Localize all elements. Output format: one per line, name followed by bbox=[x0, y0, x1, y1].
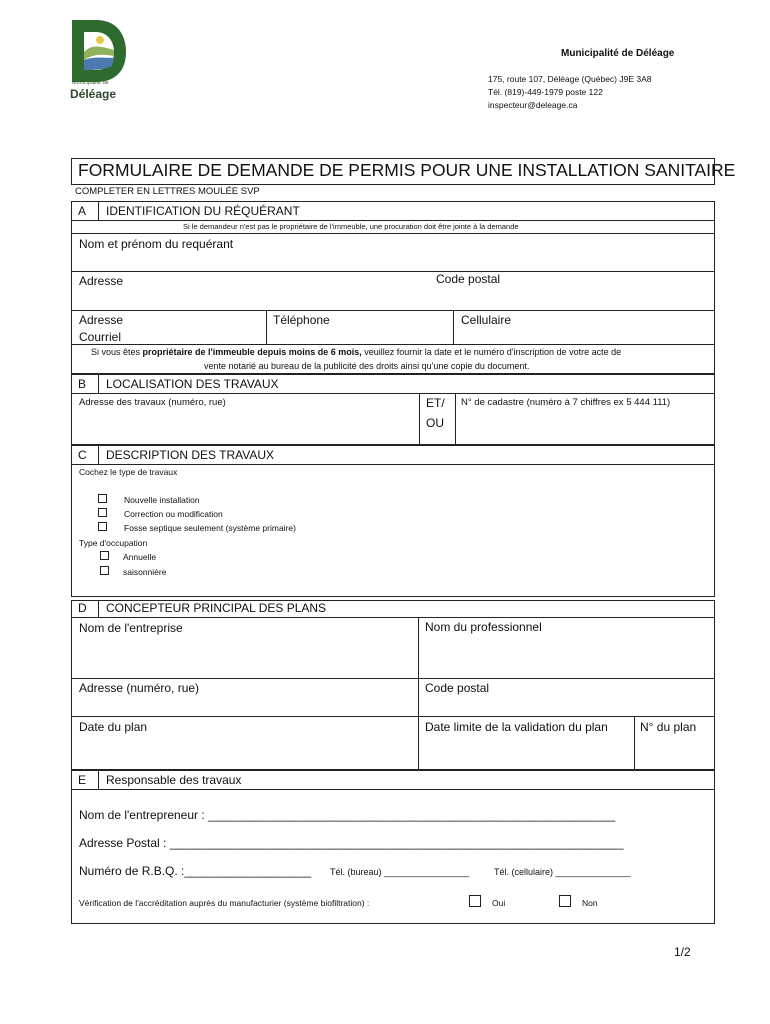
non-label: Non bbox=[582, 898, 598, 908]
cell-label: Cellulaire bbox=[461, 313, 512, 327]
date-limite-label: Date limite de la validation du plan bbox=[425, 720, 608, 734]
no-plan-label: N° du plan bbox=[640, 720, 697, 734]
professionnel-label: Nom du professionnel bbox=[425, 620, 542, 634]
concepteur-postal-label: Code postal bbox=[425, 681, 490, 695]
entrepreneur-field[interactable]: Nom de l'entrepreneur : _____________________________________________________________ bbox=[79, 808, 616, 822]
form-title: FORMULAIRE DE DEMANDE DE PERMIS POUR UNE INSTALLATION SANITAIRE bbox=[78, 160, 736, 180]
verification-label: Vérification de l'accréditation auprès du manufacturier (système biofiltration) : bbox=[79, 898, 370, 908]
type-occupation-label: Type d'occupation bbox=[79, 538, 148, 548]
adresse-postal-field[interactable]: Adresse Postal : ____________________________________________________________________ bbox=[79, 836, 624, 850]
saisonniere-checkbox[interactable] bbox=[100, 566, 109, 575]
phone-label: Téléphone bbox=[273, 313, 330, 327]
nouvelle-installation-label: Nouvelle installation bbox=[124, 495, 200, 505]
org-address: 175, route 107, Déléage (Québec) J9E 3A8 bbox=[488, 74, 652, 84]
tel-bureau-field[interactable]: Tél. (bureau) _________________ bbox=[330, 867, 470, 877]
page-number: 1/2 bbox=[674, 945, 691, 959]
oui-label: Oui bbox=[492, 898, 506, 908]
tel-cell-field[interactable]: Tél. (cellulaire) _______________ bbox=[494, 867, 631, 877]
oui-checkbox[interactable] bbox=[469, 895, 481, 907]
correction-checkbox[interactable] bbox=[98, 508, 107, 517]
section-d-title: CONCEPTEUR PRINCIPAL DES PLANS bbox=[106, 601, 327, 615]
section-e-letter: E bbox=[78, 773, 87, 787]
requerant-name-label: Nom et prénom du requérant bbox=[79, 237, 234, 251]
rbq-field[interactable]: Numéro de R.B.Q. :___________________ bbox=[79, 864, 312, 878]
email-label-2: Courriel bbox=[79, 330, 122, 344]
owner-note: Si vous êtes propriétaire de l'immeuble depuis moins de 6 mois, veuillez fournir la date et le numéro d'inscription de votre acte de bbox=[91, 347, 622, 357]
section-e-title: Responsable des travaux bbox=[106, 773, 242, 787]
section-c-letter: C bbox=[78, 448, 87, 462]
fosse-septique-label: Fosse septique seulement (système primaire) bbox=[124, 523, 296, 533]
section-c-title: DESCRIPTION DES TRAVAUX bbox=[106, 448, 275, 462]
section-a-letter: A bbox=[78, 204, 87, 218]
logo-subtitle: Municipalité de bbox=[72, 80, 109, 86]
section-d-letter: D bbox=[78, 601, 87, 615]
requerant-postal-label: Code postal bbox=[436, 272, 501, 286]
org-name: Municipalité de Déléage bbox=[561, 48, 675, 59]
section-b-letter: B bbox=[78, 377, 87, 391]
email-label-1: Adresse bbox=[79, 313, 124, 327]
logo-name: Déléage bbox=[70, 87, 117, 101]
section-a-note: Si le demandeur n'est pas le propriétaire de l'immeuble, une procuration doit être jointe à la demande bbox=[183, 222, 519, 231]
section-b-title: LOCALISATION DES TRAVAUX bbox=[106, 377, 279, 391]
cochez-label: Cochez le type de travaux bbox=[79, 467, 178, 477]
date-plan-label: Date du plan bbox=[79, 720, 148, 734]
owner-note-line2: vente notarié au bureau de la publicité des droits ainsi qu'une copie du document. bbox=[204, 361, 530, 371]
org-phone: Tél. (819)-449-1979 poste 122 bbox=[488, 87, 603, 97]
fosse-septique-checkbox[interactable] bbox=[98, 522, 107, 531]
ou-label: OU bbox=[426, 416, 444, 430]
saisonniere-label: saisonnière bbox=[123, 567, 167, 577]
section-a-title: IDENTIFICATION DU RÉQUÉRANT bbox=[106, 204, 300, 218]
non-checkbox[interactable] bbox=[559, 895, 571, 907]
nouvelle-installation-checkbox[interactable] bbox=[98, 494, 107, 503]
annuelle-checkbox[interactable] bbox=[100, 551, 109, 560]
annuelle-label: Annuelle bbox=[123, 552, 157, 562]
correction-label: Correction ou modification bbox=[124, 509, 223, 519]
form-subtitle: COMPLETER EN LETTRES MOULÉE SVP bbox=[75, 186, 260, 197]
entreprise-label: Nom de l'entreprise bbox=[79, 621, 183, 635]
travaux-address-label: Adresse des travaux (numéro, rue) bbox=[79, 397, 226, 408]
requerant-address-label: Adresse bbox=[79, 274, 124, 288]
cadastre-label: N° de cadastre (numéro à 7 chiffres ex 5 444 111) bbox=[461, 397, 671, 408]
concepteur-address-label: Adresse (numéro, rue) bbox=[79, 681, 200, 695]
org-email: inspecteur@deleage.ca bbox=[488, 100, 578, 110]
et-label: ET/ bbox=[426, 396, 445, 410]
